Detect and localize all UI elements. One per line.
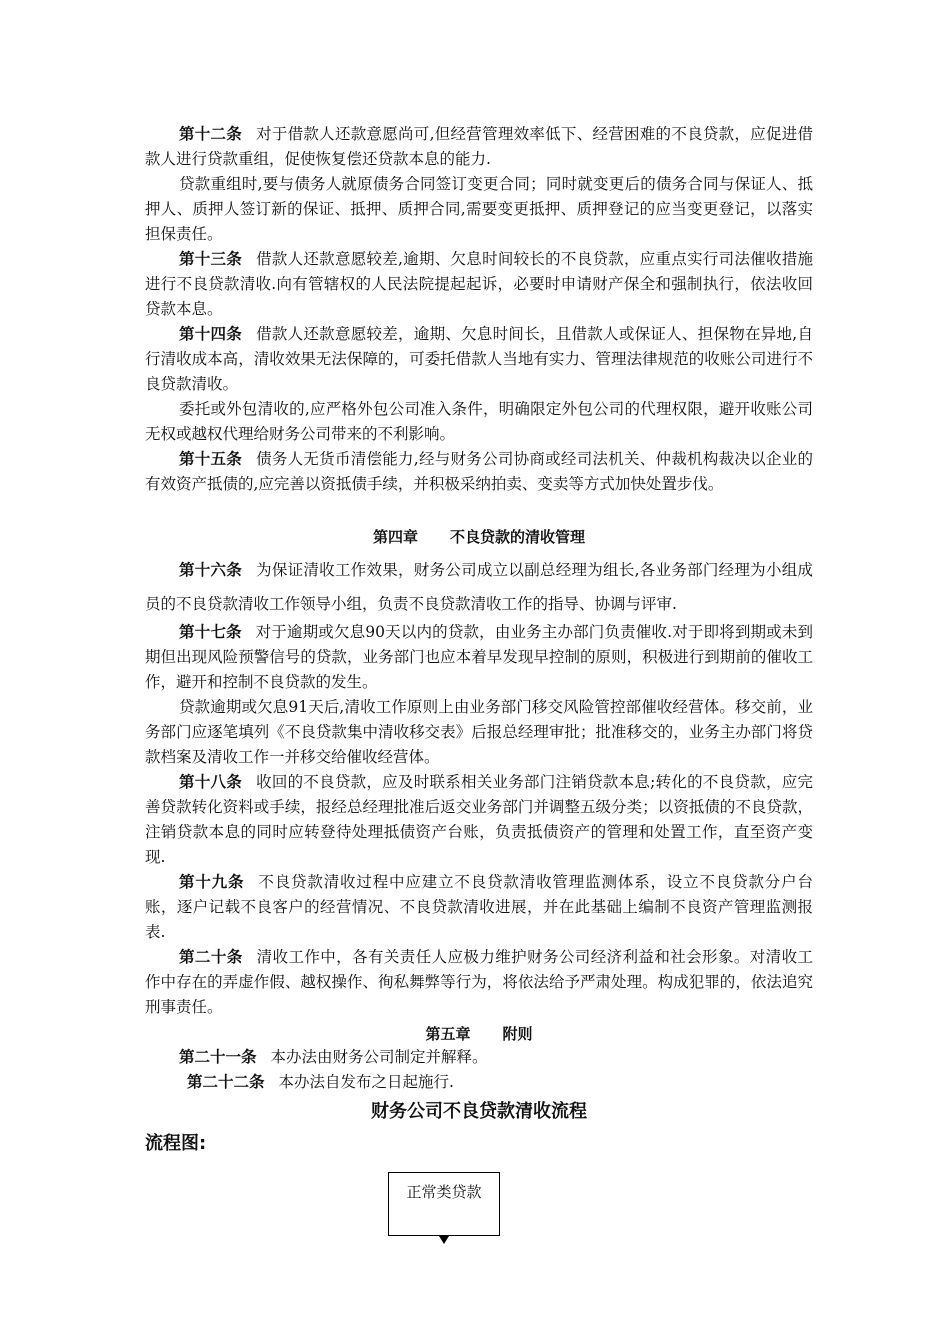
chapter-number: 第五章 [425, 1025, 471, 1043]
chapter-number: 第四章 [372, 528, 418, 546]
article-number: 第二十条 [179, 948, 243, 966]
article-text: 本办法由财务公司制定并解释。 [270, 1048, 488, 1066]
chapter-heading [145, 526, 813, 547]
article-number: 第二十一条 [179, 1048, 257, 1066]
article-12 [145, 122, 813, 172]
article-17 [145, 620, 813, 695]
article-number: 第十四条 [179, 325, 243, 343]
article-text: 本办法自发布之日起施行. [278, 1073, 454, 1091]
document-title: 财务公司不良贷款清收流程 [371, 1101, 587, 1122]
article-22 [145, 1070, 813, 1095]
article-number: 第十八条 [179, 773, 243, 791]
article-16 [145, 553, 813, 621]
article-text: 对于逾期或欠息90天以内的贷款，由业务主办部门负责催收.对于即将到期或未到期但出现风险预警信号的贷款，业务部门也应本着早发现早控制的原则，积极进行到期前的催收工作，避开和控制不良贷款的发生。 [145, 623, 813, 691]
chapter-title: 不良贷款的清收管理 [450, 528, 586, 546]
article-number: 第十六条 [179, 561, 243, 579]
arrow-down-icon [439, 1236, 449, 1244]
article-19 [145, 870, 813, 945]
article-text: 不良贷款清收过程中应建立不良贷款清收管理监测体系，设立不良贷款分户台账，逐户记载不良客户的经营情况、不良贷款清收进展，并在此基础上编制不良资产管理监测报表. [145, 873, 813, 941]
chapter-title: 附则 [502, 1025, 533, 1043]
article-text: 借款人还款意愿较差，逾期、欠息时间长，且借款人或保证人、担保物在异地,自行清收成本高，清收效果无法保障的，可委托借款人当地有实力、管理法律规范的收账公司进行不良贷款清收。 [145, 325, 813, 393]
article-number: 第十五条 [179, 450, 243, 468]
article-text: 借款人还款意愿较差,逾期、欠息时间较长的不良贷款，应重点实行司法催收措施进行不良贷款清收.向有管辖权的人民法院提起起诉，必要时申请财产保全和强制执行，依法收回贷款本息。 [145, 250, 813, 318]
article-text: 收回的不良贷款，应及时联系相关业务部门注销贷款本息;转化的不良贷款，应完善贷款转化资料或手续，报经总经理批准后返交业务部门并调整五级分类；以资抵债的不良贷款，注销贷款本息的同时应转登待处理抵债资产台账，负责抵债资产的管理和处置工作，直至资产变现. [145, 773, 813, 866]
article-number: 第二十二条 [187, 1073, 265, 1091]
article-15 [145, 447, 813, 497]
chapter-heading [145, 1023, 813, 1044]
article-13 [145, 247, 813, 322]
article-text: 债务人无货币清偿能力,经与财务公司协商或经司法机关、仲裁机构裁决以企业的有效资产抵债的,应完善以资抵债手续，并积极采纳拍卖、变卖等方式加快处置步伐。 [145, 450, 813, 493]
paragraph: 委托或外包清收的,应严格外包公司准入条件，明确限定外包公司的代理权限，避开收账公司无权或越权代理给财务公司带来的不利影响。 [145, 400, 813, 443]
article-number: 第十二条 [179, 125, 243, 143]
article-number: 第十三条 [179, 250, 243, 268]
article-text: 清收工作中，各有关责任人应极力维护财务公司经济利益和社会形象。对清收工作中存在的弄虚作假、越权操作、徇私舞弊等行为，将依法给予严肃处理。构成犯罪的，依法追究刑事责任。 [145, 948, 813, 1016]
article-21 [145, 1045, 813, 1070]
article-14 [145, 322, 813, 397]
article-18 [145, 770, 813, 870]
article-text: 对于借款人还款意愿尚可,但经营管理效率低下、经营困难的不良贷款，应促进借款人进行贷款重组，促使恢复偿还贷款本息的能力. [145, 125, 813, 168]
article-number: 第十七条 [179, 623, 242, 641]
flowchart-node-normal-loan: 正常类贷款 [388, 1172, 500, 1236]
paragraph: 贷款重组时,要与债务人就原债务合同签订变更合同；同时就变更后的债务合同与保证人、抵押人、质押人签订新的保证、抵押、质押合同,需要变更抵押、质押登记的应当变更登记，以落实担保责任。 [145, 175, 813, 243]
article-20 [145, 945, 813, 1020]
paragraph: 贷款逾期或欠息91天后,清收工作原则上由业务部门移交风险管控部催收经营体。移交前，业务部门应逐笔填列《不良贷款集中清收移交表》后报总经理审批；批准移交的，业务主办部门将贷款档案及清收工作一并移交给催收经营体。 [145, 698, 813, 766]
article-text: 为保证清收工作效果，财务公司成立以副总经理为组长,各业务部门经理为小组成员的不良贷款清收工作领导小组，负责不良贷款清收工作的指导、协调与评审. [145, 561, 813, 613]
article-number: 第十九条 [179, 873, 245, 891]
flowchart-label: 流程图: [145, 1133, 207, 1154]
